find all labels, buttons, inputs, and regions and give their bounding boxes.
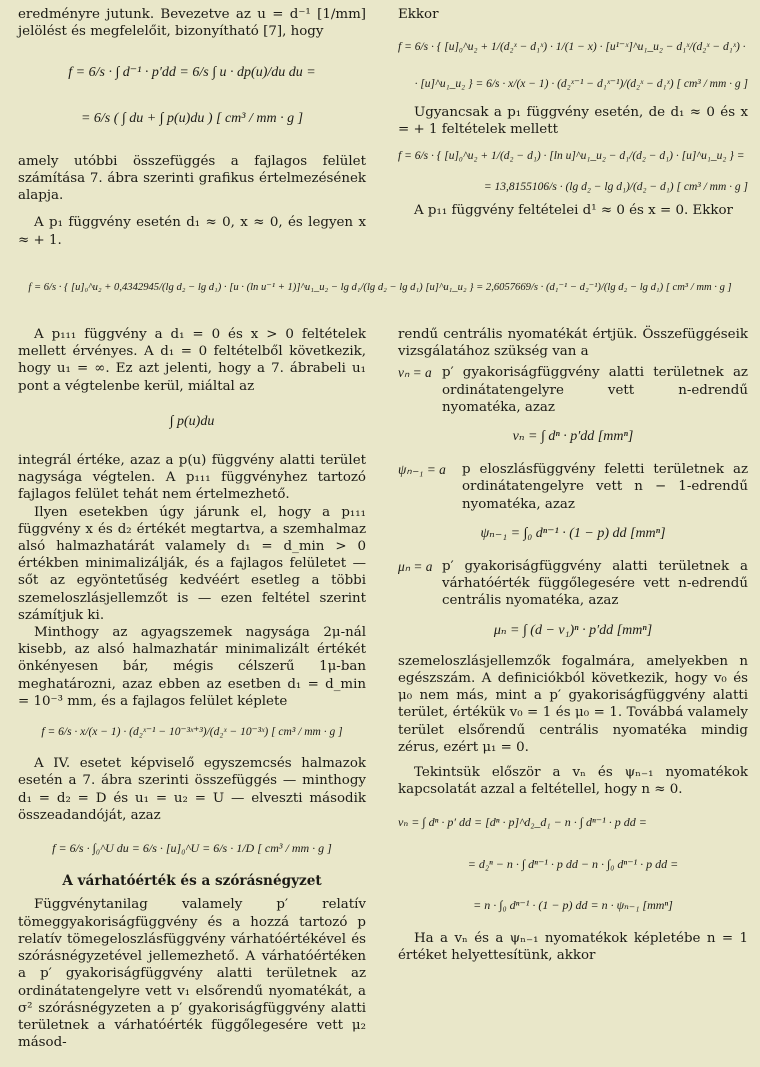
definition-v-n <box>398 364 748 416</box>
equation: · [u]^u₁_u₂ } = 6/s · x/(x − 1) · (d₂ˣ⁻¹ − d₁ˣ⁻¹)/(d₂ˣ − d₁ˣ) [ cm³ / mm · g ] <box>414 78 748 91</box>
equation: ∫ p(u)du <box>169 413 215 429</box>
paragraph: Ilyen esetekben úgy járunk el, hogy a p₁₁₁ függvény x és d₂ értékét megtartva, a szemhalmaz alsó halmazhatárát valamely d₁ = d_min > 0 értékben minimalizálják, és a fajlagos felületet — sőt az egyöntetűség kedvéért esetleg a többi szemeloszlásjellemzőt is — ezen feltétel szerint számítjuk ki. <box>18 504 366 623</box>
equation: = n · ∫₀ dⁿ⁻¹ · (1 − p) dd = n · ψₙ₋₁ [mmⁿ] <box>473 897 673 912</box>
right-column-bottom <box>398 326 748 964</box>
full-width-equation <box>10 275 750 299</box>
paragraph: A p₁₁₁ függvény a d₁ = 0 és x > 0 feltételek mellett érvényes. A d₁ = 0 feltételből következik, hogy u₁ = ∞. Ez azt jelenti, hogy a 7. ábrabeli u₁ pont a végtelenbe kerül, miáltal az <box>18 327 366 394</box>
paragraph: A p₁₁ függvény feltételei d¹ ≈ 0 és x = 0. Ekkor <box>414 203 733 219</box>
paragraph: A IV. esetet képviselő egyszemcsés halmazok esetén a 7. ábra szerinti összefüggés — minthogy d₁ = d₂ = D és u₁ = u₂ = U — elveszti második összeadandóját, azaz <box>18 756 366 823</box>
definition-term: ψₙ₋₁ = a <box>398 462 446 478</box>
paragraph: integrál értéke, azaz a p(u) függvény alatti terület nagysága végtelen. A p₁₁₁ függvényhez tartozó fajlagos felület tehát nem értelmezhető. <box>18 453 366 503</box>
paragraph: szemeloszlásjellemzők fogalmára, amelyekben n egészszám. A definiciókból következik, hogy v₀ és μ₀ nem más, mint a p′ gyakoriságfüggvény alatti terület, értékük v₀ = 1 és μ₀ = 1. Továbbá valamely terület elsőrendű centrális nyomatéka mindig zérus, ezért μ₁ = 0. <box>398 653 748 755</box>
equation: f = 6/s · { [u]₀^u₂ + 0,4342945/(lg d₂ − lg d₁) · [u · (ln u⁻¹ + 1)]^u₁_u₂ − lg d₁/(lg d₂ − lg d₁) [u]^u₁_u₂ } = 2,6057669/s · (d₁⁻¹ − d₂⁻¹)/(lg d₂ − lg d₁) [ cm³ / mm · g ] <box>28 282 732 293</box>
equation: = 13,8155106/s · (lg d₂ − lg d₁)/(d₂ − d₁) [ cm³ / mm · g ] <box>483 181 748 194</box>
equation: vₙ = ∫ dⁿ · p′ dd = [dⁿ · p]^d₂_d₁ − n · ∫ dⁿ⁻¹ · p dd = <box>398 815 647 830</box>
definition-term: μₙ = a <box>398 559 433 575</box>
right-column-top <box>398 6 748 220</box>
equation: f = 6/s · { [u]₀^u₂ + 1/(d₂ − d₁) · [ln u]^u₁_u₂ − d₁/(d₂ − d₁) · [u]^u₁_u₂ } = <box>398 150 745 163</box>
section-title: A várhatóérték és a szórásnégyzet <box>62 873 322 890</box>
paragraph: eredményre jutunk. Bevezetve az u = d⁻¹ [1/mm] jelölést és megfelelőit, bizonyítható [7], hogy <box>18 7 366 40</box>
equation: f = 6/s · { [u]₀^u₂ + 1/(d₂ˣ − d₁ˣ) · 1/(1 − x) · [u¹⁻ˣ]^u₁_u₂ − d₁ˣ/(d₂ˣ − d₁ˣ) · <box>398 41 746 54</box>
equation: vₙ = ∫ dⁿ · p′dd [mmⁿ] <box>512 429 634 445</box>
left-column-top <box>18 6 366 249</box>
equation: f = 6/s · ∫ d⁻¹ · p′dd = 6/s ∫ u · dp(u)/du du = <box>68 65 316 81</box>
left-column-bottom <box>18 326 366 1051</box>
equation: ψₙ₋₁ = ∫₀ dⁿ⁻¹ · (1 − p) dd [mmⁿ] <box>480 525 666 541</box>
paragraph: Ha a vₙ és a ψₙ₋₁ nyomatékok képletébe n = 1 értéket helyettesítünk, akkor <box>398 931 748 964</box>
equation: = 6/s ( ∫ du + ∫ p(u)du ) [ cm³ / mm · g ] <box>80 110 304 126</box>
equation: f = 6/s · x/(x − 1) · (d₂ˣ⁻¹ − 10⁻³ˣ⁺³)/(d₂ˣ − 10⁻³ˣ) [ cm³ / mm · g ] <box>41 726 343 739</box>
paragraph: Ekkor <box>398 7 439 22</box>
definition-psi <box>398 461 748 513</box>
definition-text: p eloszlásfüggvény feletti területnek az ordinátatengelyre vett n − 1-edrendű nyomatéka, azaz <box>462 462 748 512</box>
paragraph: rendű centrális nyomatékát értjük. Összefüggéseik vizsgálatához szükség van a <box>398 327 748 360</box>
paragraph: Minthogy az agyagszemek nagysága 2μ-nál kisebb, az alsó halmazhatár minimalizált értékét önkényesen bár, mégis célszerű 1μ-ban meghatározni, azaz ebben az esetben d₁ = d_min = 10⁻³ mm, és a fajlagos felület képlete <box>18 625 366 709</box>
equation: f = 6/s · ∫₀^U du = 6/s · [u]₀^U = 6/s · 1/D [ cm³ / mm · g ] <box>52 841 332 856</box>
equation: μₙ = ∫ (d − v₁)ⁿ · p′dd [mmⁿ] <box>493 622 653 638</box>
definition-text: p′ gyakoriságfüggvény alatti területnek a várhatóérték függőlegesére vett n-edrendű centrális nyomatéka, azaz <box>442 559 748 609</box>
paragraph: Tekintsük először a vₙ és ψₙ₋₁ nyomatékok kapcsolatát azzal a feltétellel, hogy n ≈ 0. <box>398 765 748 798</box>
definition-mu <box>398 558 748 610</box>
definition-term: vₙ = a <box>398 365 432 381</box>
equation: = d₂ⁿ − n · ∫ dⁿ⁻¹ · p dd − n · ∫₀ dⁿ⁻¹ · p dd = <box>467 856 679 871</box>
paragraph: A p₁ függvény esetén d₁ ≈ 0, x ≈ 0, és legyen x ≈ + 1. <box>18 215 366 248</box>
paragraph: Függvénytanilag valamely p′ relatív tömeggyakoriságfüggvény és a hozzá tartozó p relatív tömegeloszlásfüggvény várhatóértékével és szórásnégyzetével jellemezhető. A várhatóértéken a p′ gyakoriságfüggvény alatti területnek az ordinátatengelyre vett v₁ elsőrendű nyomatékát, a σ² szórásnégyzeten a p′ gyakoriságfüggvény alatti területnek a várhatóérték függőlegesére vett μ₂ másod- <box>18 897 366 1051</box>
paragraph: Ugyancsak a p₁ függvény esetén, de d₁ ≈ 0 és x = + 1 feltételek mellett <box>398 104 748 137</box>
definition-text: p′ gyakoriságfüggvény alatti területnek az ordinátatengelyre vett n-edrendű nyomatéka, azaz <box>442 365 748 415</box>
paragraph: amely utóbbi összefüggés a fajlagos felület számítása 7. ábra szerinti grafikus értelmezésének alapja. <box>18 153 366 204</box>
